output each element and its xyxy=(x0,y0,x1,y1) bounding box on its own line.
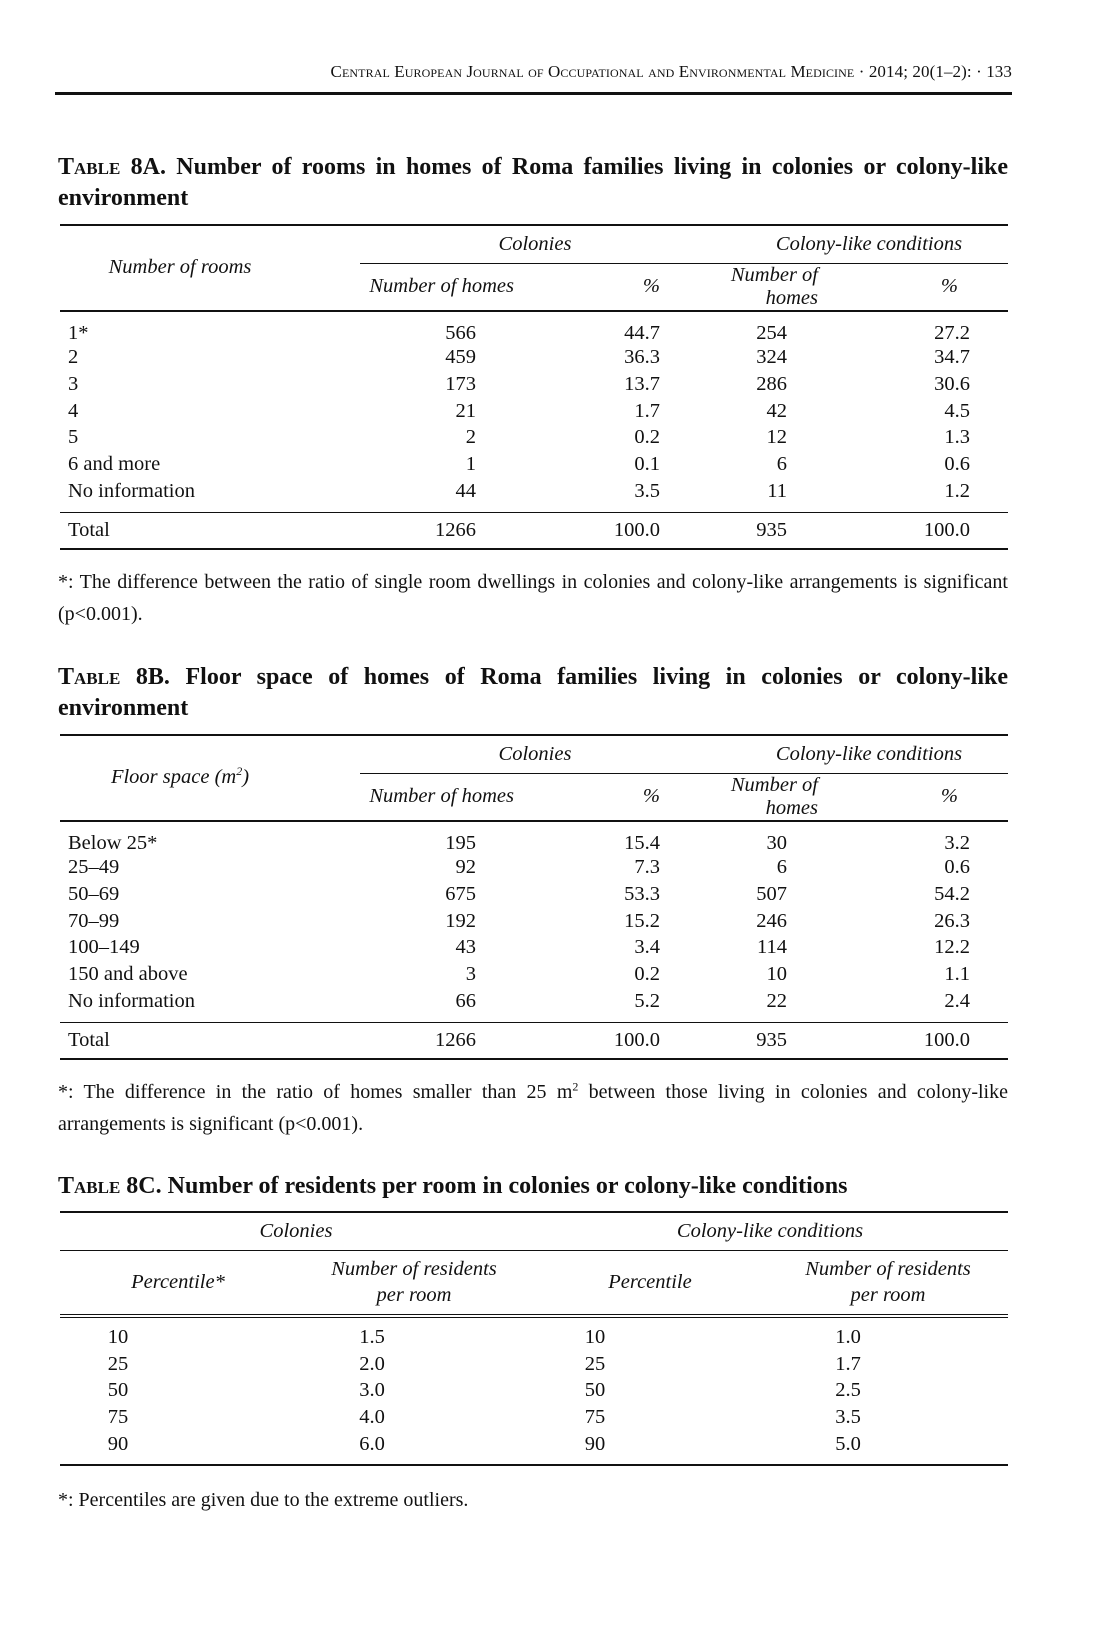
col-header-residents-2 xyxy=(768,1250,1008,1316)
col-header-percentile-2: Percentile xyxy=(608,1270,692,1293)
cell-p2: 27.2 xyxy=(934,321,970,344)
table-row xyxy=(60,1431,1008,1458)
cell-p1: 5.2 xyxy=(634,989,660,1012)
cell-n2: 10 xyxy=(766,963,787,986)
cell-label: 3 xyxy=(68,373,79,396)
superscript: 2 xyxy=(236,764,243,779)
cell-p1: 3.5 xyxy=(634,479,660,502)
cell-p1: 7.3 xyxy=(634,856,660,879)
cell-p1: 36.3 xyxy=(624,346,660,369)
cell-n2: 30 xyxy=(766,831,787,854)
running-head xyxy=(331,62,1012,82)
cell-v2: 3.5 xyxy=(835,1405,861,1428)
cell-p2: 0.6 xyxy=(944,856,970,879)
cell-n2: 246 xyxy=(756,909,787,932)
superscript: 2 xyxy=(572,1079,579,1094)
col-header-p1: % xyxy=(530,263,690,311)
table-row xyxy=(60,855,1008,882)
cell-n1: 2 xyxy=(465,426,476,449)
cell-p1: 15.2 xyxy=(624,909,660,932)
cell-v2: 2.5 xyxy=(835,1379,861,1402)
header-line-1: Number of residents xyxy=(805,1258,971,1281)
table-row xyxy=(60,935,1008,962)
footnote-part-a: *: The difference in the ratio of homes smaller than 25 m xyxy=(58,1081,573,1103)
cell-v2: 1.7 xyxy=(835,1352,861,1375)
table-8c-caption: Number of residents per room in colonies or colony-like conditions xyxy=(161,1173,848,1199)
cell-n1: 21 xyxy=(455,399,476,422)
cell-p1: 75 xyxy=(107,1405,129,1428)
cell-p1: 90 xyxy=(107,1432,129,1455)
group-header-colony-like: Colony-like conditions xyxy=(775,232,963,255)
cell-p1: 0.1 xyxy=(634,453,660,476)
table-8b-caption: Floor space of homes of Roma families living in colonies or colony-like environment xyxy=(58,664,1009,721)
table-8c-title xyxy=(58,1171,1008,1202)
cell-p1: 0.2 xyxy=(634,963,660,986)
cell-label: No information xyxy=(68,479,195,502)
cell-p1: 1.7 xyxy=(634,399,660,422)
cell-n1: 66 xyxy=(455,989,476,1012)
table-8a-caption: Number of rooms in homes of Roma families living in colonies or colony-like environment xyxy=(58,154,1008,211)
cell-p2: 100.0 xyxy=(923,518,970,541)
cell-v1: 2.0 xyxy=(359,1352,385,1375)
cell-p2: 12.2 xyxy=(934,936,970,959)
table-row xyxy=(60,425,1008,452)
cell-p1: 0.2 xyxy=(634,426,660,449)
cell-n2: 507 xyxy=(756,883,787,906)
cell-p2: 0.6 xyxy=(944,453,970,476)
cell-p1: 15.4 xyxy=(624,831,660,854)
cell-n2: 22 xyxy=(766,989,787,1012)
table-row xyxy=(60,398,1008,425)
table-row xyxy=(60,908,1008,935)
cell-n1: 192 xyxy=(445,909,476,932)
group-header-colonies: Colonies xyxy=(259,1219,333,1242)
table-row xyxy=(60,1351,1008,1378)
cell-n1: 44 xyxy=(455,479,476,502)
cell-n2: 254 xyxy=(756,321,787,344)
cell-n1: 92 xyxy=(455,856,476,879)
header-line-1: Number of residents xyxy=(331,1258,497,1281)
cell-n1: 459 xyxy=(445,346,476,369)
cell-p2: 54.2 xyxy=(934,883,970,906)
table-8a-title xyxy=(58,152,1008,214)
table-row xyxy=(60,881,1008,908)
cell-p2: 1.1 xyxy=(944,963,970,986)
cell-v1: 3.0 xyxy=(359,1379,385,1402)
cell-p2: 1.3 xyxy=(944,426,970,449)
cell-n1: 1266 xyxy=(435,518,476,541)
cell-n1: 1 xyxy=(465,453,476,476)
col-header-n2: Number of homes xyxy=(690,263,850,311)
table-8c-footnote: *: Percentiles are given due to the extreme outliers. xyxy=(58,1489,469,1511)
table-row xyxy=(60,961,1008,988)
cell-label: 50–69 xyxy=(68,883,120,906)
table-row-total xyxy=(60,1023,1008,1059)
cell-label: 150 and above xyxy=(68,963,188,986)
cell-n2: 42 xyxy=(766,399,787,422)
cell-label: 2 xyxy=(68,346,79,369)
cell-v1: 4.0 xyxy=(359,1405,385,1428)
group-header-colony-like: Colony-like conditions xyxy=(775,742,963,765)
cell-n2: 6 xyxy=(776,856,787,879)
col-header-p2: % xyxy=(850,773,1008,821)
cell-label: Total xyxy=(68,518,110,541)
table-8a-label: Table 8A. xyxy=(58,154,166,180)
cell-label: Total xyxy=(68,1028,110,1051)
col-header-n1: Number of homes xyxy=(360,263,530,311)
cell-n1: 1266 xyxy=(435,1028,476,1051)
cell-n1: 566 xyxy=(445,321,476,344)
cell-n2: 11 xyxy=(767,479,787,502)
cell-n1: 173 xyxy=(445,373,476,396)
cell-p1: 53.3 xyxy=(624,883,660,906)
cell-n2: 286 xyxy=(756,373,787,396)
table-row xyxy=(60,821,1008,855)
cell-n2: 935 xyxy=(756,1028,787,1051)
cell-v1: 1.5 xyxy=(359,1325,385,1348)
table-8a-footnote: *: The difference between the ratio of single room dwellings in colonies and colony-like arrangements is significant (p<0.001). xyxy=(58,571,1008,625)
header-rule xyxy=(55,92,1012,95)
col-header-floor-space xyxy=(60,735,360,821)
cell-p1: 10 xyxy=(107,1325,129,1348)
cell-p1: 100.0 xyxy=(613,1028,660,1051)
table-8b-label: Table 8B. xyxy=(58,664,170,690)
header-line-2: per room xyxy=(376,1284,452,1307)
cell-label: 1* xyxy=(68,321,89,344)
table-row-total xyxy=(60,513,1008,549)
citation: · 2014; 20(1–2): · 133 xyxy=(854,62,1012,81)
paren: ) xyxy=(242,766,250,789)
cell-p2: 4.5 xyxy=(944,399,970,422)
cell-label: 6 and more xyxy=(68,453,161,476)
cell-n1: 195 xyxy=(445,831,476,854)
table-row xyxy=(60,451,1008,478)
col-header-rooms: Number of rooms xyxy=(108,256,252,279)
footnote-part-b: between those living in colonies and colony-like arrangements is significant (p<0.001). xyxy=(58,1081,1008,1135)
cell-n1: 675 xyxy=(445,883,476,906)
cell-n2: 6 xyxy=(776,453,787,476)
cell-p2: 10 xyxy=(584,1325,606,1348)
cell-label: 5 xyxy=(68,426,79,449)
cell-p2: 90 xyxy=(584,1432,606,1455)
table-8b xyxy=(60,734,1008,1060)
table-8b-title xyxy=(58,662,1008,724)
cell-label: No information xyxy=(68,989,195,1012)
table-row xyxy=(60,988,1008,1015)
cell-n2: 12 xyxy=(766,426,787,449)
cell-p1: 13.7 xyxy=(624,373,660,396)
table-row xyxy=(60,311,1008,345)
cell-n1: 3 xyxy=(465,963,476,986)
cell-label: 25–49 xyxy=(68,856,120,879)
table-8c xyxy=(60,1211,1008,1466)
cell-v2: 1.0 xyxy=(835,1325,861,1348)
col-header-p2: % xyxy=(850,263,1008,311)
cell-label: Below 25* xyxy=(68,831,158,854)
cell-p2: 100.0 xyxy=(923,1028,970,1051)
col-header-residents-1 xyxy=(296,1250,532,1316)
cell-p2: 3.2 xyxy=(944,831,970,854)
cell-p1: 25 xyxy=(107,1352,129,1375)
table-row xyxy=(60,345,1008,372)
cell-label: 70–99 xyxy=(68,909,120,932)
cell-p2: 26.3 xyxy=(934,909,970,932)
cell-v1: 6.0 xyxy=(359,1432,385,1455)
table-row xyxy=(60,1404,1008,1431)
cell-p1: 44.7 xyxy=(624,321,660,344)
cell-n2: 324 xyxy=(756,346,787,369)
col-header-percentile-1: Percentile* xyxy=(131,1270,225,1293)
col-header-n2: Number of homes xyxy=(690,773,850,821)
cell-label: 100–149 xyxy=(68,936,140,959)
cell-p2: 30.6 xyxy=(934,373,970,396)
cell-v2: 5.0 xyxy=(835,1432,861,1455)
table-8b-footnote xyxy=(58,1076,1008,1140)
cell-n2: 935 xyxy=(756,518,787,541)
table-8a xyxy=(60,224,1008,550)
cell-label: 4 xyxy=(68,399,79,422)
col-header-n1: Number of homes xyxy=(360,773,530,821)
table-row xyxy=(60,371,1008,398)
group-header-colony-like: Colony-like conditions xyxy=(676,1219,864,1242)
cell-p1: 50 xyxy=(107,1379,129,1402)
journal-name: Central European Journal of Occupational and Environmental Medicine xyxy=(330,62,855,81)
cell-p2: 75 xyxy=(584,1405,606,1428)
table-8c-label: Table 8C. xyxy=(58,1173,162,1199)
table-row xyxy=(60,1377,1008,1404)
group-header-colonies: Colonies xyxy=(498,232,572,255)
cell-p2: 2.4 xyxy=(944,989,970,1012)
floor-space-label: Floor space (m xyxy=(110,766,237,789)
cell-n2: 114 xyxy=(757,936,787,959)
cell-p2: 50 xyxy=(584,1379,606,1402)
group-header-colonies: Colonies xyxy=(498,742,572,765)
cell-p2: 34.7 xyxy=(934,346,970,369)
cell-p1: 100.0 xyxy=(613,518,660,541)
header-line-2: per room xyxy=(850,1284,926,1307)
cell-n1: 43 xyxy=(455,936,476,959)
cell-p1: 3.4 xyxy=(634,936,660,959)
table-row xyxy=(60,1324,1008,1351)
col-header-p1: % xyxy=(530,773,690,821)
cell-p2: 25 xyxy=(584,1352,606,1375)
cell-p2: 1.2 xyxy=(944,479,970,502)
table-row xyxy=(60,478,1008,505)
